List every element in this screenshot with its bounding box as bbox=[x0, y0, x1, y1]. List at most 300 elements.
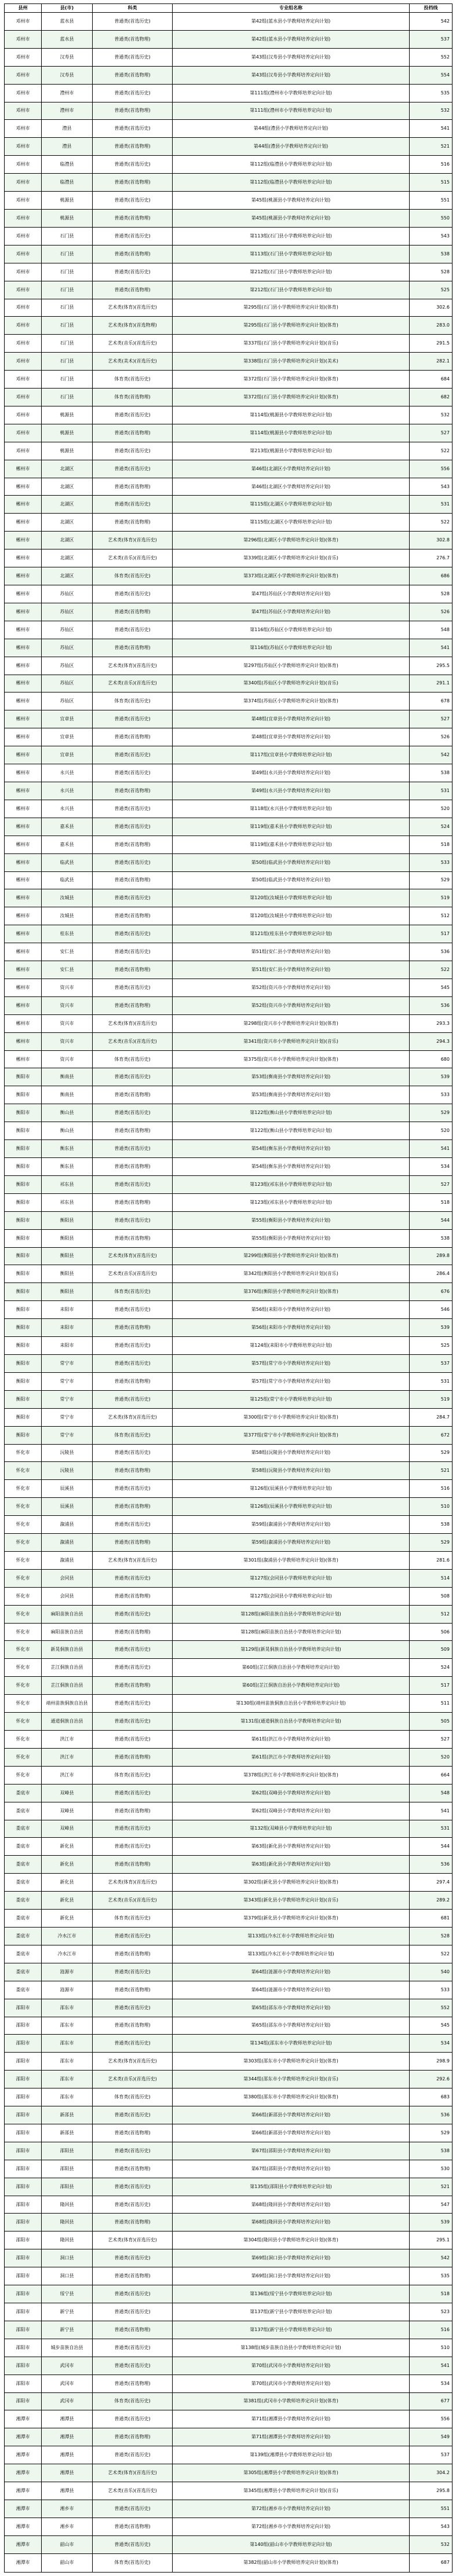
cell-category: 普通类(首选物理) bbox=[93, 1802, 173, 1820]
cell-county: 蓝水县 bbox=[42, 13, 93, 31]
cell-group: 第298组(资兴市小学教师培养定向计划)(体育) bbox=[173, 1014, 410, 1032]
cell-county: 衡阳县 bbox=[42, 1229, 93, 1247]
cell-county: 新邵县 bbox=[42, 2106, 93, 2124]
cell-score: 538 bbox=[410, 2142, 453, 2160]
cell-score: 554 bbox=[410, 66, 453, 84]
table-row bbox=[5, 2249, 453, 2267]
cell-county: 资兴市 bbox=[42, 996, 93, 1014]
cell-county: 新宁县 bbox=[42, 2321, 93, 2339]
cell-category: 普通类(首选历史) bbox=[93, 13, 173, 31]
table-row bbox=[5, 442, 453, 460]
cell-category: 艺术类(体育)(首选历史) bbox=[93, 2231, 173, 2249]
cell-group: 第48组(宜章县小学教师培养定向计划) bbox=[173, 728, 410, 746]
cell-group: 第61组(洪江市小学教师培养定向计划) bbox=[173, 1731, 410, 1749]
table-body bbox=[5, 13, 453, 2573]
cell-category: 普通类(首选历史) bbox=[93, 1927, 173, 1945]
cell-county: 常宁市 bbox=[42, 1390, 93, 1408]
cell-county: 临澧县 bbox=[42, 174, 93, 192]
cell-county: 湘乡市 bbox=[42, 2500, 93, 2518]
cell-category: 普通类(首选历史) bbox=[93, 943, 173, 961]
cell-group: 第65组(邵东市小学教师培养定向计划) bbox=[173, 2017, 410, 2035]
cell-group: 第129组(新晃侗族自治县小学教师培养定向计划) bbox=[173, 1641, 410, 1659]
cell-group: 第338组(石门县小学教师培养定向计划)(美术) bbox=[173, 353, 410, 371]
cell-category: 体育类(首选历史) bbox=[93, 2553, 173, 2572]
table-row bbox=[5, 1104, 453, 1122]
table-row bbox=[5, 2446, 453, 2464]
cell-group: 第61组(洪江市小学教师培养定向计划) bbox=[173, 1748, 410, 1766]
cell-category: 普通类(首选历史) bbox=[93, 2500, 173, 2518]
cell-city: 郴州市 bbox=[5, 514, 42, 532]
cell-county: 湘潭县 bbox=[42, 2464, 93, 2482]
cell-group: 第59组(溆浦县小学教师培养定向计划) bbox=[173, 1534, 410, 1552]
table-row bbox=[5, 227, 453, 245]
cell-score: 686 bbox=[410, 567, 453, 585]
cell-county: 麻阳苗族自治县 bbox=[42, 1623, 93, 1641]
cell-city: 郴州市 bbox=[5, 818, 42, 836]
cell-county: 洪江市 bbox=[42, 1748, 93, 1766]
cell-score: 510 bbox=[410, 2339, 453, 2357]
cell-city: 郴州市 bbox=[5, 710, 42, 728]
table-row bbox=[5, 603, 453, 621]
cell-city: 怀化市 bbox=[5, 1641, 42, 1659]
cell-category: 普通类(首选物理) bbox=[93, 1158, 173, 1176]
cell-city: 衡阳市 bbox=[5, 1426, 42, 1444]
cell-score: 519 bbox=[410, 1390, 453, 1408]
cell-category: 艺术类(音乐)(首选历史) bbox=[93, 2482, 173, 2500]
cell-county: 桃源县 bbox=[42, 424, 93, 442]
cell-city: 邓州市 bbox=[5, 102, 42, 120]
cell-city: 衡阳市 bbox=[5, 1229, 42, 1247]
cell-category: 普通类(首选物理) bbox=[93, 209, 173, 227]
cell-city: 郴州市 bbox=[5, 979, 42, 996]
cell-category: 普通类(首选物理) bbox=[93, 245, 173, 263]
cell-county: 北湖区 bbox=[42, 460, 93, 478]
cell-group: 第59组(溆浦县小学教师培养定向计划) bbox=[173, 1516, 410, 1534]
cell-group: 第42组(蓝水县小学教师培养定向计划) bbox=[173, 13, 410, 31]
table-row bbox=[5, 836, 453, 853]
cell-group: 第69组(洞口县小学教师培养定向计划) bbox=[173, 2249, 410, 2267]
table-row bbox=[5, 1551, 453, 1569]
cell-category: 普通类(首选物理) bbox=[93, 782, 173, 800]
cell-score: 528 bbox=[410, 263, 453, 281]
cell-city: 邵阳市 bbox=[5, 2249, 42, 2267]
cell-category: 普通类(首选历史) bbox=[93, 84, 173, 102]
cell-city: 衡阳市 bbox=[5, 1211, 42, 1229]
cell-city: 郴州市 bbox=[5, 692, 42, 710]
cell-city: 衡阳市 bbox=[5, 1068, 42, 1086]
cell-county: 衡东县 bbox=[42, 1158, 93, 1176]
cell-county: 洞口县 bbox=[42, 2249, 93, 2267]
cell-group: 第52组(资兴市小学教师培养定向计划) bbox=[173, 979, 410, 996]
cell-group: 第116组(苏仙区小学教师培养定向计划) bbox=[173, 621, 410, 639]
cell-group: 第45组(桃源县小学教师培养定向计划) bbox=[173, 192, 410, 210]
cell-city: 邵阳市 bbox=[5, 2285, 42, 2303]
header-row bbox=[5, 4, 453, 13]
admission-score-table bbox=[4, 3, 453, 2573]
cell-city: 邓州市 bbox=[5, 442, 42, 460]
cell-group: 第137组(新宁县小学教师培养定向计划) bbox=[173, 2303, 410, 2321]
table-row bbox=[5, 2464, 453, 2482]
cell-group: 第116组(苏仙区小学教师培养定向计划) bbox=[173, 639, 410, 657]
cell-county: 辰溪县 bbox=[42, 1498, 93, 1516]
cell-category: 普通类(首选历史) bbox=[93, 2357, 173, 2375]
cell-city: 郴州市 bbox=[5, 460, 42, 478]
cell-city: 邵阳市 bbox=[5, 2071, 42, 2088]
cell-city: 湘潭市 bbox=[5, 2518, 42, 2535]
cell-city: 邵阳市 bbox=[5, 2053, 42, 2071]
table-row bbox=[5, 621, 453, 639]
cell-group: 第70组(武冈市小学教师培养定向计划) bbox=[173, 2357, 410, 2375]
cell-county: 祁东县 bbox=[42, 1193, 93, 1211]
cell-county: 衡阳县 bbox=[42, 1247, 93, 1265]
cell-category: 普通类(首选历史) bbox=[93, 621, 173, 639]
cell-score: 529 bbox=[410, 1444, 453, 1462]
cell-score: 533 bbox=[410, 1086, 453, 1104]
cell-score: 527 bbox=[410, 1731, 453, 1749]
cell-group: 第138组(城步苗族自治县小学教师培养定向计划) bbox=[173, 2339, 410, 2357]
cell-city: 邵阳市 bbox=[5, 2267, 42, 2285]
cell-city: 郴州市 bbox=[5, 603, 42, 621]
cell-category: 普通类(首选物理) bbox=[93, 2321, 173, 2339]
cell-category: 普通类(首选历史) bbox=[93, 2249, 173, 2267]
cell-city: 郴州市 bbox=[5, 532, 42, 549]
cell-category: 普通类(首选物理) bbox=[93, 174, 173, 192]
cell-group: 第44组(澧县小学教师培养定向计划) bbox=[173, 138, 410, 156]
table-row bbox=[5, 1140, 453, 1158]
cell-county: 石门县 bbox=[42, 281, 93, 299]
cell-group: 第381组(武冈市小学教师培养定向计划)(体育) bbox=[173, 2392, 410, 2410]
cell-city: 娄底市 bbox=[5, 1910, 42, 1928]
cell-group: 第60组(芷江侗族自治县小学教师培养定向计划) bbox=[173, 1677, 410, 1695]
cell-city: 郴州市 bbox=[5, 567, 42, 585]
cell-group: 第62组(双峰县小学教师培养定向计划) bbox=[173, 1802, 410, 1820]
cell-city: 邵阳市 bbox=[5, 2375, 42, 2392]
cell-city: 怀化市 bbox=[5, 1516, 42, 1534]
cell-category: 普通类(首选物理) bbox=[93, 2375, 173, 2392]
cell-category: 普通类(首选物理) bbox=[93, 514, 173, 532]
cell-category: 体育类(首选历史) bbox=[93, 692, 173, 710]
cell-group: 第374组(苏仙区小学教师培养定向计划)(体育) bbox=[173, 692, 410, 710]
cell-city: 怀化市 bbox=[5, 1480, 42, 1498]
table-row bbox=[5, 1265, 453, 1283]
cell-city: 郴州市 bbox=[5, 961, 42, 979]
cell-city: 娄底市 bbox=[5, 1784, 42, 1802]
table-row bbox=[5, 2142, 453, 2160]
cell-city: 邓州市 bbox=[5, 227, 42, 245]
cell-category: 艺术类(体育)(首选历史) bbox=[93, 532, 173, 549]
cell-county: 桃源县 bbox=[42, 442, 93, 460]
cell-county: 苏仙区 bbox=[42, 585, 93, 603]
cell-county: 会同县 bbox=[42, 1587, 93, 1605]
cell-county: 安仁县 bbox=[42, 943, 93, 961]
cell-score: 534 bbox=[410, 2035, 453, 2053]
cell-score: 549 bbox=[410, 2428, 453, 2446]
cell-group: 第128组(麻阳苗族自治县小学教师培养定向计划) bbox=[173, 1623, 410, 1641]
col-header-county: 县(市) bbox=[42, 4, 93, 13]
table-row bbox=[5, 2071, 453, 2088]
cell-score: 514 bbox=[410, 1569, 453, 1587]
cell-score: 527 bbox=[410, 710, 453, 728]
cell-category: 普通类(首选物理) bbox=[93, 281, 173, 299]
cell-city: 邵阳市 bbox=[5, 2088, 42, 2106]
cell-score: 508 bbox=[410, 1587, 453, 1605]
cell-group: 第378组(洪江市小学教师培养定向计划)(体育) bbox=[173, 1766, 410, 1784]
cell-group: 第126组(辰溪县小学教师培养定向计划) bbox=[173, 1480, 410, 1498]
cell-score: 276.7 bbox=[410, 549, 453, 567]
cell-group: 第140组(韶山市小学教师培养定向计划) bbox=[173, 2535, 410, 2553]
cell-score: 289.2 bbox=[410, 1892, 453, 1910]
table-row bbox=[5, 1838, 453, 1856]
cell-category: 普通类(首选历史) bbox=[93, 1820, 173, 1838]
cell-county: 溆浦县 bbox=[42, 1534, 93, 1552]
table-row bbox=[5, 2410, 453, 2428]
cell-category: 普通类(首选历史) bbox=[93, 2410, 173, 2428]
cell-score: 541 bbox=[410, 1802, 453, 1820]
cell-category: 普通类(首选物理) bbox=[93, 2518, 173, 2535]
cell-city: 邓州市 bbox=[5, 138, 42, 156]
table-row bbox=[5, 2482, 453, 2500]
table-row bbox=[5, 2017, 453, 2035]
cell-county: 临武县 bbox=[42, 871, 93, 889]
cell-city: 邵阳市 bbox=[5, 2035, 42, 2053]
cell-county: 石门县 bbox=[42, 335, 93, 353]
cell-score: 282.1 bbox=[410, 353, 453, 371]
cell-category: 体育类(首选历史) bbox=[93, 1426, 173, 1444]
cell-score: 556 bbox=[410, 2410, 453, 2428]
cell-score: 294.3 bbox=[410, 1032, 453, 1050]
table-row bbox=[5, 818, 453, 836]
cell-category: 普通类(首选历史) bbox=[93, 1999, 173, 2017]
table-row bbox=[5, 317, 453, 335]
cell-score: 538 bbox=[410, 1229, 453, 1247]
cell-category: 普通类(首选历史) bbox=[93, 1731, 173, 1749]
table-row bbox=[5, 245, 453, 263]
cell-score: 510 bbox=[410, 1498, 453, 1516]
cell-score: 541 bbox=[410, 2357, 453, 2375]
table-row bbox=[5, 1587, 453, 1605]
cell-county: 永兴县 bbox=[42, 764, 93, 782]
cell-group: 第119组(嘉禾县小学教师培养定向计划) bbox=[173, 836, 410, 853]
cell-score: 291.5 bbox=[410, 335, 453, 353]
cell-category: 普通类(首选历史) bbox=[93, 120, 173, 138]
cell-score: 542 bbox=[410, 2249, 453, 2267]
cell-city: 郴州市 bbox=[5, 943, 42, 961]
table-row bbox=[5, 1641, 453, 1659]
table-row bbox=[5, 1283, 453, 1301]
cell-category: 艺术类(体育)(首选历史) bbox=[93, 299, 173, 317]
cell-group: 第122组(衡山县小学教师培养定向计划) bbox=[173, 1122, 410, 1140]
cell-score: 538 bbox=[410, 764, 453, 782]
cell-county: 苏仙区 bbox=[42, 621, 93, 639]
cell-city: 邵阳市 bbox=[5, 2214, 42, 2231]
cell-score: 298.9 bbox=[410, 2053, 453, 2071]
col-header-category: 科类 bbox=[93, 4, 173, 13]
cell-score: 543 bbox=[410, 2518, 453, 2535]
cell-city: 怀化市 bbox=[5, 1659, 42, 1677]
cell-city: 怀化市 bbox=[5, 1444, 42, 1462]
col-header-group: 专业组名称 bbox=[173, 4, 410, 13]
cell-group: 第379组(新化县小学教师培养定向计划)(体育) bbox=[173, 1910, 410, 1928]
cell-county: 新化县 bbox=[42, 1874, 93, 1892]
cell-score: 516 bbox=[410, 156, 453, 174]
cell-county: 石门县 bbox=[42, 371, 93, 389]
cell-group: 第340组(苏仙区小学教师培养定向计划)(音乐) bbox=[173, 675, 410, 692]
cell-city: 衡阳市 bbox=[5, 1140, 42, 1158]
cell-county: 新化县 bbox=[42, 1910, 93, 1928]
cell-county: 湘潭县 bbox=[42, 2446, 93, 2464]
table-row bbox=[5, 925, 453, 943]
table-row bbox=[5, 1874, 453, 1892]
cell-city: 郴州市 bbox=[5, 1014, 42, 1032]
cell-county: 衡山县 bbox=[42, 1104, 93, 1122]
cell-score: 528 bbox=[410, 585, 453, 603]
cell-group: 第127组(会同县小学教师培养定向计划) bbox=[173, 1587, 410, 1605]
cell-city: 娄底市 bbox=[5, 1820, 42, 1838]
cell-county: 宜章县 bbox=[42, 728, 93, 746]
table-row bbox=[5, 710, 453, 728]
cell-category: 普通类(首选历史) bbox=[93, 1301, 173, 1319]
table-row bbox=[5, 1856, 453, 1874]
cell-category: 普通类(首选物理) bbox=[93, 2017, 173, 2035]
table-row bbox=[5, 120, 453, 138]
cell-county: 邵东市 bbox=[42, 2017, 93, 2035]
cell-score: 536 bbox=[410, 996, 453, 1014]
cell-category: 普通类(首选历史) bbox=[93, 2285, 173, 2303]
table-row bbox=[5, 299, 453, 317]
cell-category: 普通类(首选物理) bbox=[93, 1319, 173, 1337]
cell-city: 邓州市 bbox=[5, 371, 42, 389]
table-row bbox=[5, 2178, 453, 2196]
cell-county: 汝城县 bbox=[42, 907, 93, 925]
cell-score: 517 bbox=[410, 925, 453, 943]
cell-city: 郴州市 bbox=[5, 871, 42, 889]
cell-category: 普通类(首选历史) bbox=[93, 496, 173, 514]
cell-city: 娄底市 bbox=[5, 1838, 42, 1856]
cell-group: 第131组(通道侗族自治县小学教师培养定向计划) bbox=[173, 1713, 410, 1731]
cell-score: 548 bbox=[410, 621, 453, 639]
cell-group: 第302组(新化县小学教师培养定向计划)(体育) bbox=[173, 1874, 410, 1892]
cell-group: 第343组(新化县小学教师培养定向计划)(音乐) bbox=[173, 1892, 410, 1910]
cell-group: 第213组(桃源县小学教师培养定向计划) bbox=[173, 442, 410, 460]
cell-score: 542 bbox=[410, 13, 453, 31]
cell-category: 普通类(首选物理) bbox=[93, 2267, 173, 2285]
cell-group: 第212组(石门县小学教师培养定向计划) bbox=[173, 281, 410, 299]
cell-county: 汉寿县 bbox=[42, 66, 93, 84]
table-row bbox=[5, 1498, 453, 1516]
table-row bbox=[5, 1086, 453, 1104]
cell-group: 第297组(苏仙区小学教师培养定向计划)(体育) bbox=[173, 657, 410, 675]
table-row bbox=[5, 1462, 453, 1480]
cell-county: 湘潭县 bbox=[42, 2428, 93, 2446]
cell-category: 艺术类(体育)(首选历史) bbox=[93, 1014, 173, 1032]
table-row bbox=[5, 2392, 453, 2410]
table-row bbox=[5, 1945, 453, 1963]
cell-category: 普通类(首选物理) bbox=[93, 1677, 173, 1695]
table-row bbox=[5, 496, 453, 514]
cell-group: 第134组(邵东市小学教师培养定向计划) bbox=[173, 2035, 410, 2053]
cell-score: 550 bbox=[410, 209, 453, 227]
cell-county: 邵东市 bbox=[42, 1999, 93, 2017]
cell-group: 第137组(新宁县小学教师培养定向计划) bbox=[173, 2321, 410, 2339]
cell-group: 第123组(祁东县小学教师培养定向计划) bbox=[173, 1193, 410, 1211]
cell-county: 冷水江市 bbox=[42, 1945, 93, 1963]
cell-score: 532 bbox=[410, 406, 453, 424]
cell-score: 541 bbox=[410, 1140, 453, 1158]
cell-category: 艺术类(音乐)(首选历史) bbox=[93, 1892, 173, 1910]
cell-group: 第128组(麻阳苗族自治县小学教师培养定向计划) bbox=[173, 1605, 410, 1623]
cell-county: 澧县 bbox=[42, 120, 93, 138]
cell-score: 531 bbox=[410, 1820, 453, 1838]
cell-city: 郴州市 bbox=[5, 836, 42, 853]
table-row bbox=[5, 782, 453, 800]
cell-group: 第53组(衡南县小学教师培养定向计划) bbox=[173, 1068, 410, 1086]
col-header-score: 投档线 bbox=[410, 4, 453, 13]
cell-county: 芷江侗族自治县 bbox=[42, 1659, 93, 1677]
cell-city: 邓州市 bbox=[5, 13, 42, 31]
cell-county: 苏仙区 bbox=[42, 657, 93, 675]
table-row bbox=[5, 657, 453, 675]
cell-group: 第382组(韶山市小学教师培养定向计划)(体育) bbox=[173, 2553, 410, 2572]
cell-county: 麻阳苗族自治县 bbox=[42, 1605, 93, 1623]
cell-score: 543 bbox=[410, 227, 453, 245]
cell-city: 郴州市 bbox=[5, 925, 42, 943]
cell-score: 672 bbox=[410, 1426, 453, 1444]
cell-county: 湘潭县 bbox=[42, 2410, 93, 2428]
cell-category: 普通类(首选历史) bbox=[93, 1104, 173, 1122]
cell-group: 第377组(常宁市小学教师培养定向计划)(体育) bbox=[173, 1426, 410, 1444]
table-row bbox=[5, 871, 453, 889]
table-row bbox=[5, 1014, 453, 1032]
table-row bbox=[5, 2375, 453, 2392]
cell-city: 郴州市 bbox=[5, 496, 42, 514]
cell-category: 普通类(首选物理) bbox=[93, 961, 173, 979]
cell-score: 680 bbox=[410, 1050, 453, 1068]
table-row bbox=[5, 2106, 453, 2124]
cell-city: 湘潭市 bbox=[5, 2482, 42, 2500]
table-row bbox=[5, 138, 453, 156]
cell-county: 苏仙区 bbox=[42, 603, 93, 621]
cell-score: 293.3 bbox=[410, 1014, 453, 1032]
cell-category: 普通类(首选物理) bbox=[93, 1981, 173, 1999]
cell-county: 常宁市 bbox=[42, 1354, 93, 1372]
cell-county: 双峰县 bbox=[42, 1784, 93, 1802]
cell-score: 524 bbox=[410, 818, 453, 836]
cell-county: 隆回县 bbox=[42, 2214, 93, 2231]
cell-city: 邵阳市 bbox=[5, 2392, 42, 2410]
table-row bbox=[5, 174, 453, 192]
cell-city: 邵阳市 bbox=[5, 2017, 42, 2035]
cell-score: 556 bbox=[410, 460, 453, 478]
table-row bbox=[5, 1784, 453, 1802]
cell-category: 普通类(首选历史) bbox=[93, 889, 173, 907]
cell-group: 第122组(衡山县小学教师培养定向计划) bbox=[173, 1104, 410, 1122]
table-row bbox=[5, 1426, 453, 1444]
cell-category: 普通类(首选物理) bbox=[93, 424, 173, 442]
cell-group: 第50组(临武县小学教师培养定向计划) bbox=[173, 853, 410, 871]
cell-city: 衡阳市 bbox=[5, 1372, 42, 1390]
cell-county: 洪江市 bbox=[42, 1731, 93, 1749]
cell-city: 邓州市 bbox=[5, 174, 42, 192]
cell-score: 539 bbox=[410, 2214, 453, 2231]
cell-score: 522 bbox=[410, 1945, 453, 1963]
table-row bbox=[5, 48, 453, 66]
cell-category: 普通类(首选物理) bbox=[93, 2428, 173, 2446]
cell-category: 普通类(首选历史) bbox=[93, 2339, 173, 2357]
cell-city: 郴州市 bbox=[5, 657, 42, 675]
cell-group: 第113组(石门县小学教师培养定向计划) bbox=[173, 227, 410, 245]
cell-group: 第63组(新化县小学教师培养定向计划) bbox=[173, 1838, 410, 1856]
cell-county: 常宁市 bbox=[42, 1408, 93, 1426]
